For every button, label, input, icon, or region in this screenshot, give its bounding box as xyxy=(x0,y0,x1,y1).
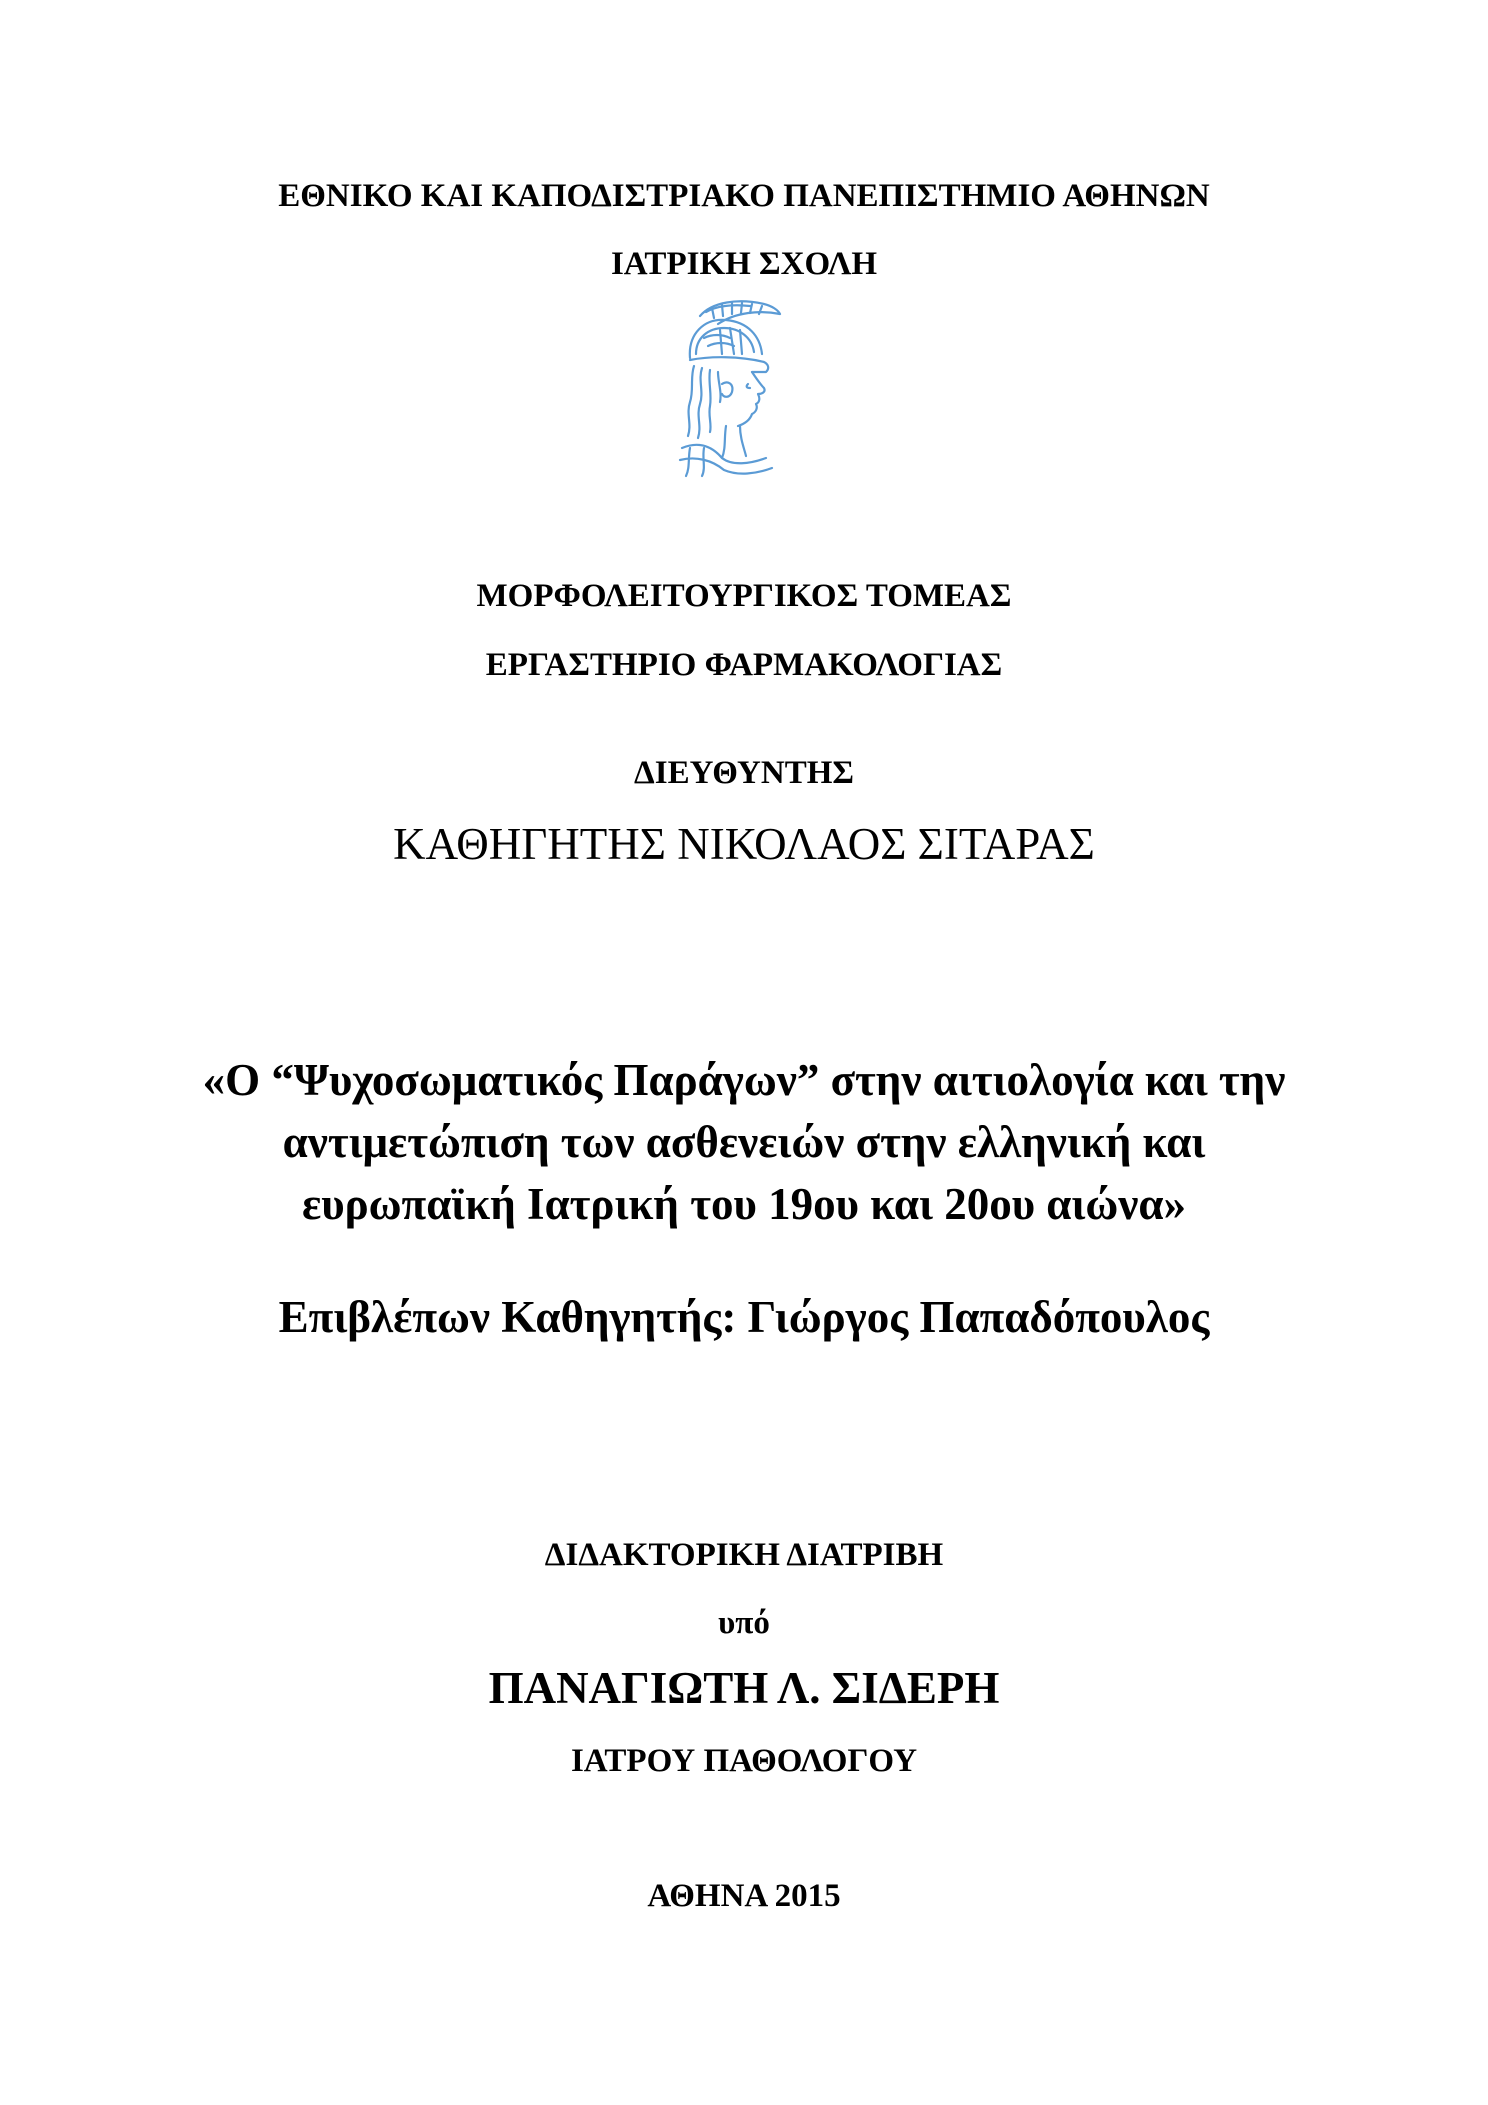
place-year: ΑΘΗΝΑ 2015 xyxy=(647,1878,841,1914)
thesis-title-line-3: ευρωπαϊκή Ιατρική του 19ου και 20ου αιώνα» xyxy=(301,1179,1186,1229)
supervisor-line: Επιβλέπων Καθηγητής: Γιώργος Παπαδόπουλος xyxy=(278,1292,1210,1342)
document-type: ΔΙΔΑΚΤΟΡΙΚΗ ΔΙΑΤΡΙΒΗ xyxy=(544,1537,944,1573)
sector-name: ΜΟΡΦΟΛΕΙΤΟΥΡΓΙΚΟΣ ΤΟΜΕΑΣ xyxy=(476,578,1012,614)
university-name: ΕΘΝΙΚΟ ΚΑΙ ΚΑΠΟΔΙΣΤΡΙΑΚΟ ΠΑΝΕΠΙΣΤΗΜΙΟ ΑΘΗΝΩΝ xyxy=(278,178,1210,214)
thesis-title-line-2: αντιμετώπιση των ασθενειών στην ελληνική και xyxy=(282,1117,1206,1167)
director-label: ΔΙΕΥΘΥΝΤΗΣ xyxy=(634,755,854,791)
thesis-title-line-1: «Ο “Ψυχοσωματικός Παράγων” στην αιτιολογία και την xyxy=(202,1055,1286,1105)
athena-helmet-emblem-icon xyxy=(660,298,788,478)
director-name: ΚΑΘΗΓΗΤΗΣ ΝΙΚΟΛΑΟΣ ΣΙΤΑΡΑΣ xyxy=(393,819,1095,869)
laboratory-name: ΕΡΓΑΣΤΗΡΙΟ ΦΑΡΜΑΚΟΛΟΓΙΑΣ xyxy=(485,647,1003,683)
school-name: ΙΑΤΡΙΚΗ ΣΧΟΛΗ xyxy=(610,246,878,282)
by-label: υπό xyxy=(718,1605,770,1641)
author-name: ΠΑΝΑΓΙΩΤΗ Λ. ΣΙΔΕΡΗ xyxy=(488,1663,1000,1713)
author-profession: ΙΑΤΡΟΥ ΠΑΘΟΛΟΓΟΥ xyxy=(570,1743,918,1779)
